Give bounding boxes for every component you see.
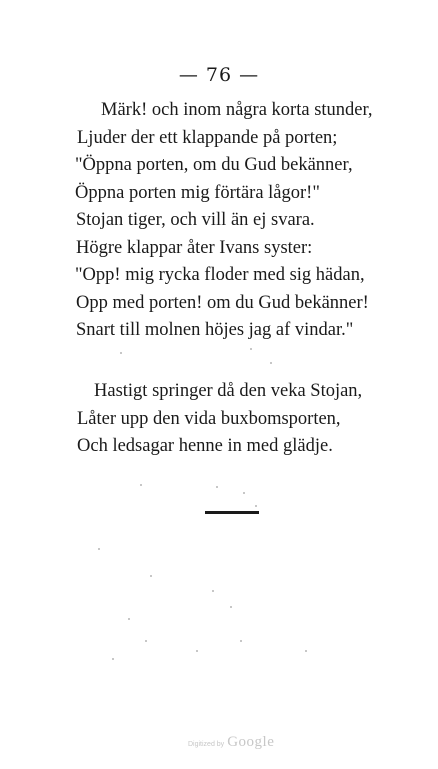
poem-line: Stojan tiger, och vill än ej svara. — [76, 210, 315, 230]
poem-line: Öppna porten mig förtära lågor!" — [75, 182, 320, 203]
poem-line: Ljuder der ett klappande på porten; — [77, 127, 338, 148]
poem-line: "Öppna porten, om du Gud bekänner, — [75, 155, 353, 175]
poem-line: Snart till molnen höjes jag af vindar." — [76, 320, 354, 340]
paper-speck — [270, 362, 272, 364]
page-number: — 76 — — [178, 64, 260, 86]
stanza-1 — [0, 97, 438, 345]
paper-speck — [230, 606, 232, 608]
paper-speck — [196, 650, 198, 652]
paper-speck — [212, 590, 214, 592]
paper-speck — [140, 484, 142, 486]
watermark-prefix: Digitized by — [188, 741, 225, 748]
paper-speck — [216, 486, 218, 488]
poem-line: Märk! och inom några korta stunder, — [101, 100, 373, 120]
paper-speck — [243, 492, 245, 494]
poem-line: Låter upp den vida buxbomsporten, — [77, 408, 341, 429]
paper-speck — [150, 575, 152, 577]
poem-line: Högre klappar åter Ivans syster: — [76, 237, 313, 258]
section-divider-rule — [205, 511, 259, 514]
poem-line: Opp med porten! om du Gud bekänner! — [76, 292, 369, 313]
stanza-2 — [0, 378, 438, 461]
paper-speck — [98, 548, 100, 550]
paper-speck — [255, 505, 257, 507]
paper-speck — [240, 640, 242, 642]
poem-line: Hastigt springer då den veka Stojan, — [94, 381, 363, 401]
paper-speck — [128, 618, 130, 620]
poem-line: "Opp! mig rycka floder med sig hädan, — [75, 265, 365, 285]
paper-speck — [305, 650, 307, 652]
google-logo: Google — [227, 734, 275, 750]
paper-speck — [120, 352, 122, 354]
digitized-by-google-watermark — [188, 734, 274, 754]
paper-speck — [145, 640, 147, 642]
paper-speck — [250, 348, 252, 350]
paper-speck — [112, 658, 114, 660]
poem-line: Och ledsagar henne in med glädje. — [77, 436, 333, 456]
